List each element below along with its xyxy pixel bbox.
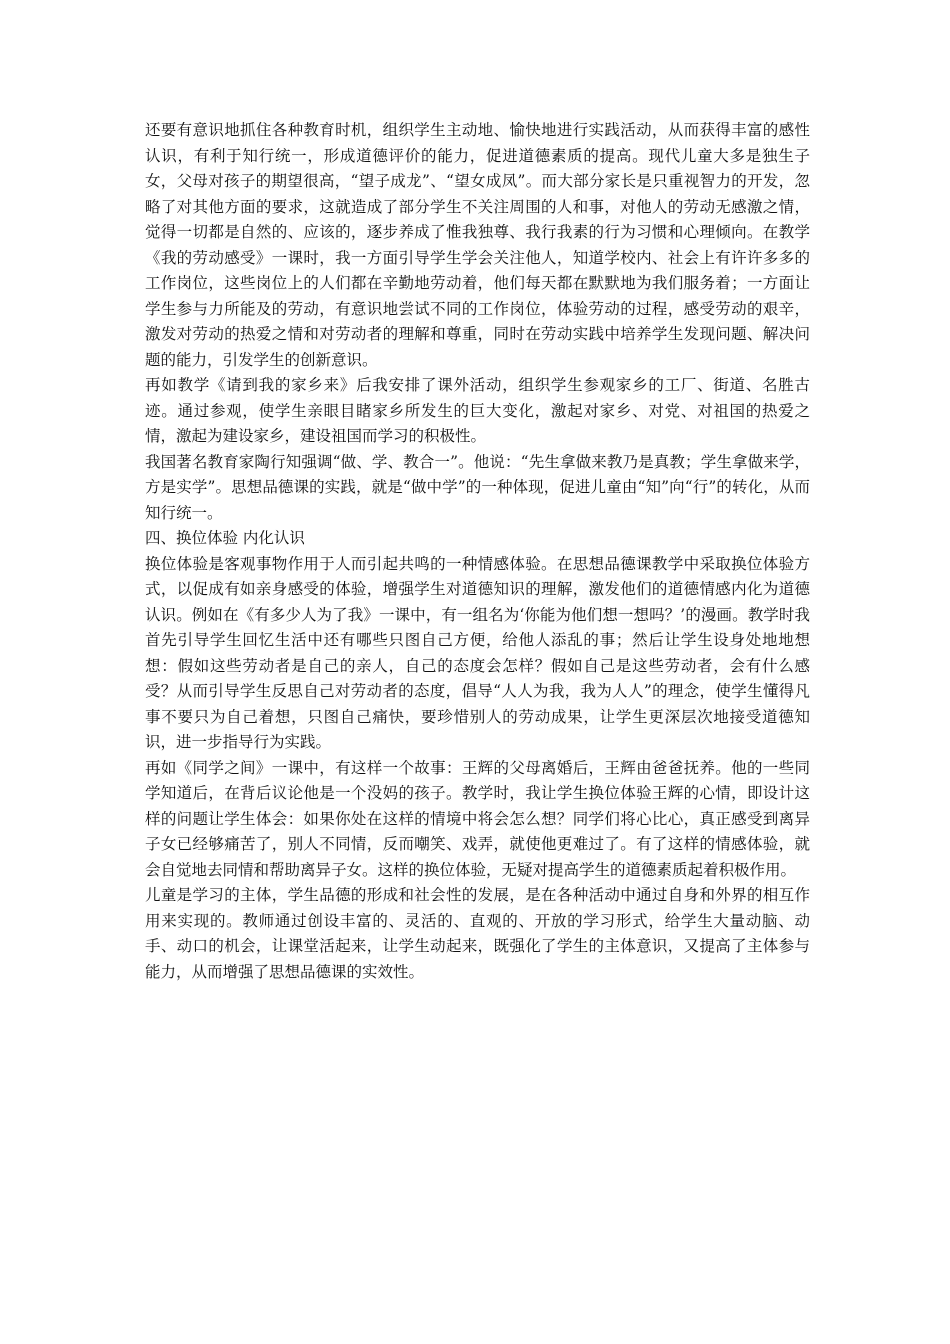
paragraph-hometown-visit: 再如教学《请到我的家乡来》后我安排了课外活动，组织学生参观家乡的工厂、街道、名胜古迹。通过参观，使学生亲眼目睹家乡所发生的巨大变化，激起对家乡、对党、对祖国的热爱之情，激起为建设家乡，建设祖国而学习的积极性。: [145, 376, 810, 445]
paragraph-role-swap: 换位体验是客观事物作用于人而引起共鸣的一种情感体验。在思想品德课教学中采取换位体验方式，以促成有如亲身感受的体验，增强学生对道德知识的理解，激发他们的道德情感内化为道德认识。例如在《有多少人为了我》一课中，有一组名为‘你能为他们想一想吗？’的漫画。教学时我首先引导学生回忆生活中还有哪些只图自己方便，给他人添乱的事；然后让学生设身处地地想想：假如这些劳动者是自己的亲人，自己的态度会怎样？假如自己是这些劳动者，会有什么感受？从而引导学生反思自己对劳动者的态度，倡导“人人为我，我为人人”的理念，使学生懂得凡事不要只为自己着想，只图自己痛快，要珍惜别人的劳动成果，让学生更深层次地接受道德知识，进一步指导行为实践。: [145, 554, 810, 751]
paragraph-practice-activities: 还要有意识地抓住各种教育时机，组织学生主动地、愉快地进行实践活动，从而获得丰富的感性认识，有利于知行统一，形成道德评价的能力，促进道德素质的提高。现代儿童大多是独生子女，父母对孩子的期望很高，“望子成龙”、“望女成凤”。而大部分家长是只重视智力的开发，忽略了对其他方面的要求，这就造成了部分学生不关注周围的人和事，对他人的劳动无感激之情，觉得一切都是自然的、应该的，逐步养成了惟我独尊、我行我素的行为习惯和心理倾向。在教学《我的劳动感受》一课时，我一方面引导学生学会关注他人，知道学校内、社会上有许许多多的工作岗位，这些岗位上的人们都在辛勤地劳动着，他们每天都在默默地为我们服务着；一方面让学生参与力所能及的劳动，有意识地尝试不同的工作岗位，体验劳动的过程，感受劳动的艰辛，激发对劳动的热爱之情和对劳动者的理解和尊重，同时在劳动实践中培养学生发现问题、解决问题的能力，引发学生的创新意识。: [145, 121, 810, 369]
paragraph-tao-xingzhi: 我国著名教育家陶行知强调“做、学、教合一”。他说：“先生拿做来教乃是真教；学生拿做来学，方是实学”。思想品德课的实践，就是“做中学”的一种体现，促进儿童由“知”向“行”的转化，从而知行统一。: [145, 452, 810, 522]
paragraph-classmates-story: 再如《同学之间》一课中，有这样一个故事：王辉的父母离婚后，王辉由爸爸抚养。他的一些同学知道后，在背后议论他是一个没妈的孩子。教学时，我让学生换位体验王辉的心情，即设计这样的问题让学生体会：如果你处在这样的情境中将会怎么想？同学们将心比心，真正感受到离异子女已经够痛苦了，别人不同情，反而嘲笑、戏弄，就使他更难过了。有了这样的情感体验，就会自觉地去同情和帮助离异子女。这样的换位体验，无疑对提高学生的道德素质起着积极作用。: [145, 758, 810, 879]
document-body: [145, 118, 810, 985]
section-heading: 四、换位体验 内化认识: [145, 529, 305, 547]
paragraph-conclusion: 儿童是学习的主体，学生品德的形成和社会性的发展，是在各种活动中通过自身和外界的相互作用来实现的。教师通过创设丰富的、灵活的、直观的、开放的学习形式，给学生大量动脑、动手、动口的机会，让课堂活起来，让学生动起来，既强化了学生的主体意识，又提高了主体参与能力，从而增强了思想品德课的实效性。: [145, 886, 810, 981]
